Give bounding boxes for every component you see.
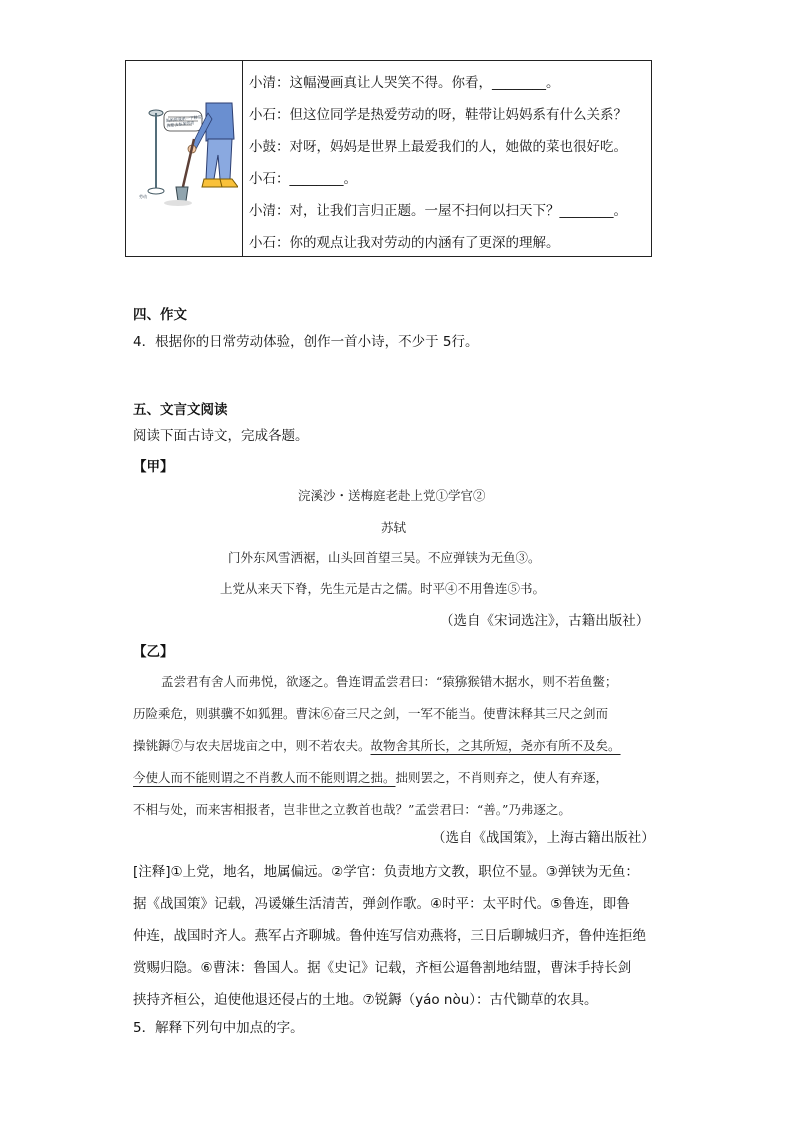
cartoon-cell: [126, 61, 243, 256]
passage-line: 孟尝君有舍人而弗悦，欲逐之。鲁连谓孟尝君曰：“猿猕猴错木据水，则不若鱼鳖；: [161, 674, 618, 689]
dialogue-line: 小石：但这位同学是热爱劳动的呀，鞋带让妈妈系有什么关系？: [249, 107, 627, 123]
annotation-line: 赏赐归隐。⑥曹沫：鲁国人。据《史记》记载，齐桓公逼鲁割地结盟，曹沫手持长剑: [133, 960, 632, 976]
section-heading-classical: 五、文言文阅读: [133, 402, 228, 418]
section-heading-composition: 四、作文: [133, 307, 187, 323]
passage-line: 历险乘危，则骐骥不如狐狸。曹沫⑥奋三尺之剑，一军不能当。使曹沫释其三尺之剑而: [133, 706, 609, 721]
passage-line: [133, 730, 673, 762]
dialogue-line: 小清：对，让我们言归正题。一屋不扫何以扫天下？________。: [249, 203, 627, 219]
poem-title: 浣溪沙・送梅庭老赴上党①学官②: [298, 488, 486, 503]
source-yi: （选自《战国策》，上海古籍出版社）: [432, 830, 655, 846]
poem-line-2: 上党从来天下脊，先生元是古之儒。时平④不用鲁连⑤书。: [220, 581, 546, 596]
underlined-sentence: 故物舍其所长，之其所短，尧亦有所不及矣。: [370, 738, 621, 753]
dialogue-lines: [243, 61, 651, 256]
annotation-line: [注释]①上党，地名，地属偏远。②学官：负责地方文教，职位不显。③弹铗为无鱼：: [133, 864, 639, 880]
question-5: 5．解释下列句中加点的字。: [133, 1020, 304, 1036]
dialogue-line: 小石：________。: [249, 171, 357, 187]
underlined-sentence: 今使人而不能则谓之不肖教人而不能则谓之拙。: [133, 770, 396, 785]
question-4: 4．根据你的日常劳动体验，创作一首小诗，不少于 5行。: [133, 334, 479, 350]
reading-instruction: 阅读下面古诗文，完成各题。: [133, 428, 309, 444]
poem-line-1: 门外东风雪洒裾，山头回首望三吴。不应弹铗为无鱼③。: [228, 550, 541, 565]
annotation-line: 仲连，战国时齐人。燕军占齐聊城。鲁仲连写信劝燕将，三日后聊城归齐，鲁仲连拒绝: [133, 928, 646, 944]
dialogue-table: [125, 60, 652, 257]
label-yi: 【乙】: [133, 644, 174, 660]
dialogue-line: 小鼓：对呀，妈妈是世界上最爱我们的人，她做的菜也很好吃。: [249, 139, 627, 155]
classical-passage: [133, 666, 673, 826]
dialogue-line: 小清：这幅漫画真让人哭笑不得。你看，________。: [249, 75, 560, 91]
label-jia: 【甲】: [133, 459, 174, 475]
poem-author: 苏轼: [381, 520, 407, 535]
passage-line-text: 操铫鎒⑦与农夫居垅亩之中，则不若农夫。: [133, 738, 371, 753]
dialogue-line: 小石：你的观点让我对劳动的内涵有了更深的理解。: [249, 235, 560, 251]
cartoon-caption: 妈妈帮我系一下鞋带，我要去参加劳动: [165, 113, 206, 129]
passage-line: 不相与处，而来害相报者，岂非世之立教首也哉？”孟尝君曰：“善。”乃弗逐之。: [133, 802, 571, 817]
annotation-line: 挟持齐桓公，迫使他退还侵占的土地。⑦锐鎒（yáo nòu）：古代锄草的农具。: [133, 992, 598, 1008]
source-jia: （选自《宋词选注》，古籍出版社）: [440, 613, 650, 629]
annotation-line: 据《战国策》记载，冯谖嫌生活清苦，弹剑作歌。④时平：太平时代。⑤鲁连，即鲁: [133, 896, 630, 912]
passage-line: [133, 762, 673, 794]
annotations: [133, 856, 673, 1016]
passage-line-text: 拙则罢之，不肖则弃之，使人有弃逐，: [395, 770, 609, 785]
cartoon-tag: 劳动: [139, 194, 147, 199]
